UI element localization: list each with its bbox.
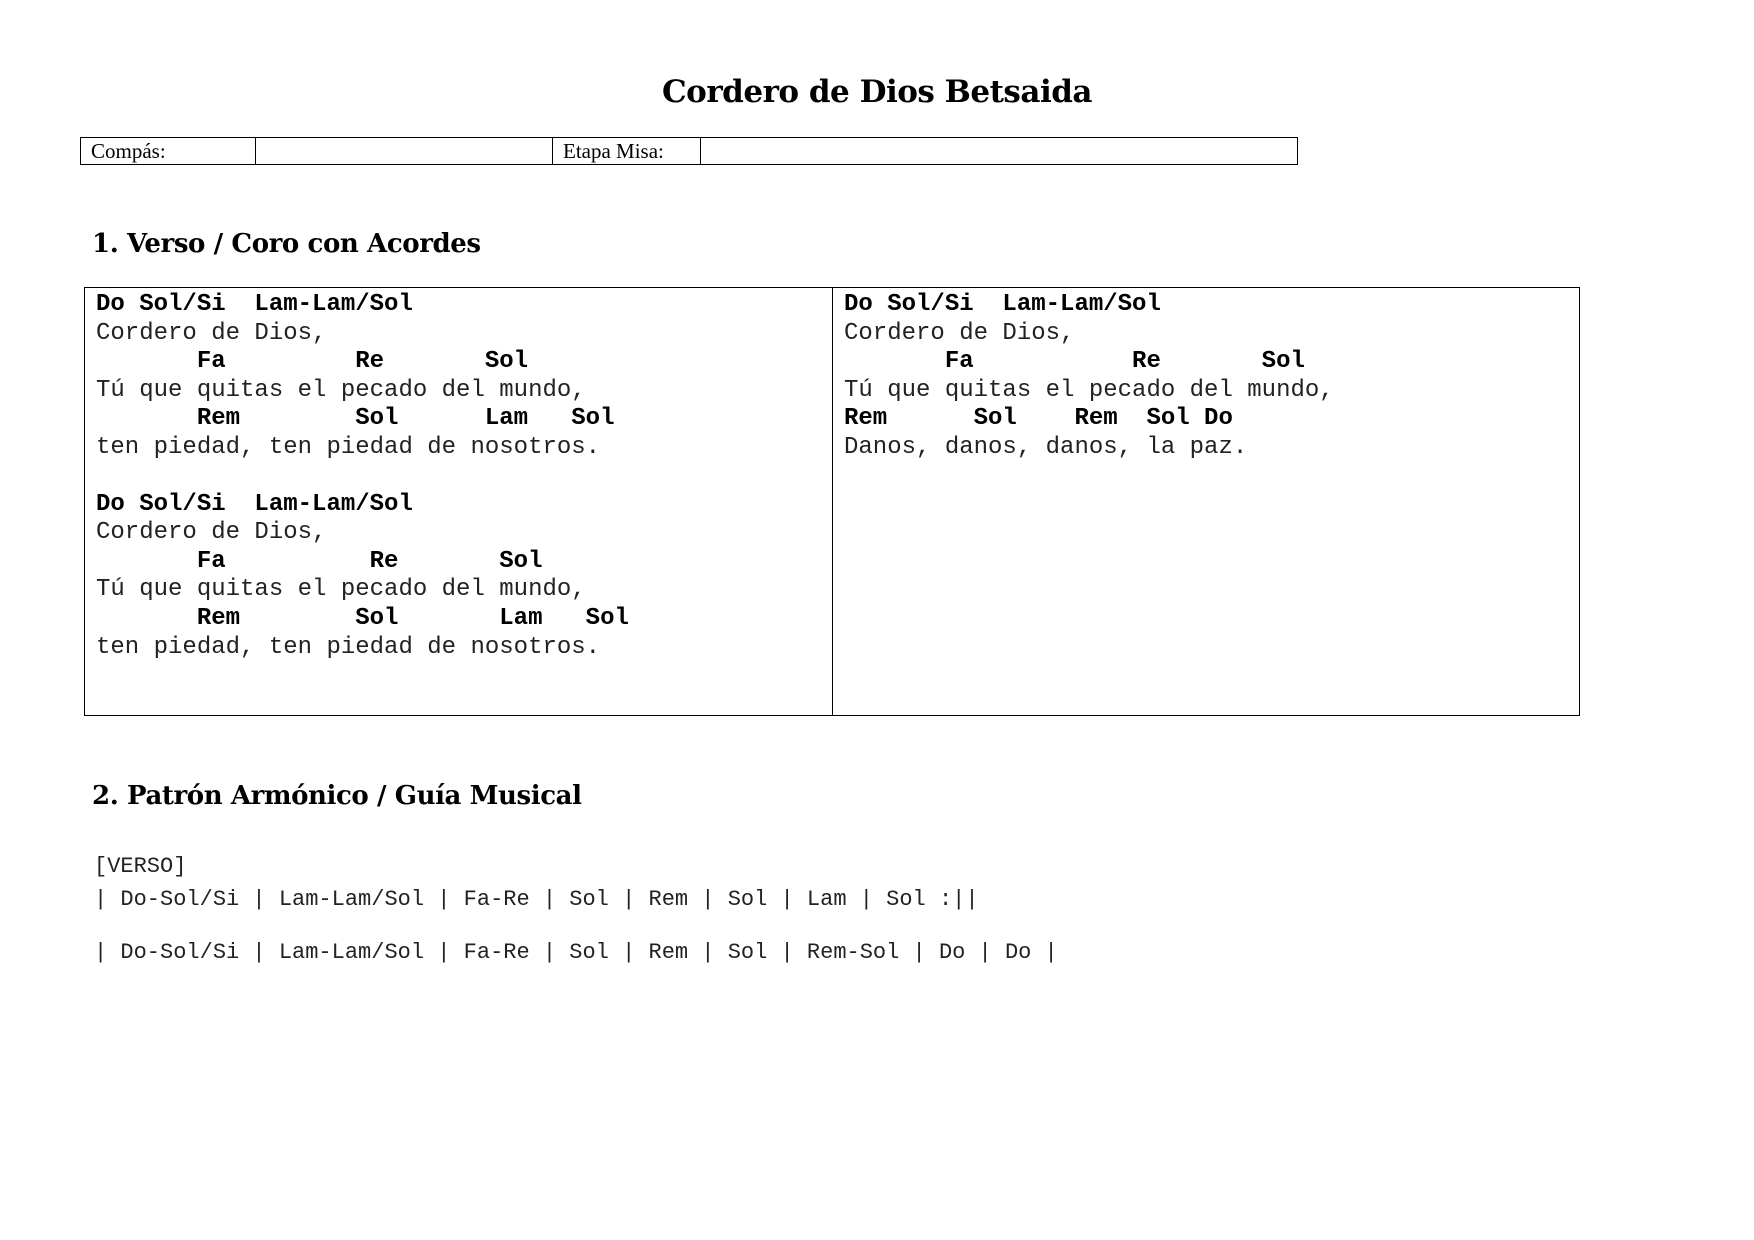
etapa-value	[701, 138, 1298, 165]
lyrics-table	[84, 287, 1580, 716]
lyric-line: Danos, danos, danos, la paz.	[844, 433, 1248, 461]
lyric-line: ten piedad, ten piedad de nosotros.	[96, 433, 601, 461]
chord-line: Rem Sol Lam Sol	[96, 405, 615, 433]
lyrics-column-left	[85, 288, 832, 715]
pattern-line: | Do-Sol/Si | Lam-Lam/Sol | Fa-Re | Sol | Rem | Sol | Rem-Sol | Do | Do |	[94, 940, 1058, 965]
chord-line: Do Sol/Si Lam-Lam/Sol	[96, 291, 413, 318]
pattern-label: [VERSO]	[94, 854, 187, 879]
stanza-gap	[96, 463, 832, 491]
section-heading-patron: 2. Patrón Armónico / Guía Musical	[92, 781, 582, 811]
lyric-line: Tú que quitas el pecado del mundo,	[96, 576, 586, 604]
lyric-line: Cordero de Dios,	[844, 319, 1075, 347]
lyric-line: Tú que quitas el pecado del mundo,	[844, 376, 1334, 404]
chord-line: Fa Re Sol	[96, 547, 543, 575]
chord-line: Rem Sol Lam Sol	[96, 604, 629, 632]
chord-line: Do Sol/Si Lam-Lam/Sol	[844, 291, 1161, 318]
section-heading-verso: 1. Verso / Coro con Acordes	[92, 229, 481, 259]
pattern-line: | Do-Sol/Si | Lam-Lam/Sol | Fa-Re | Sol | Rem | Sol | Lam | Sol :||	[94, 887, 979, 912]
lyric-line: ten piedad, ten piedad de nosotros.	[96, 633, 601, 661]
chord-line: Fa Re Sol	[844, 348, 1305, 376]
chord-line: Do Sol/Si Lam-Lam/Sol	[96, 490, 413, 518]
chord-line: Fa Re Sol	[96, 348, 529, 376]
chord-line: Rem Sol Rem Sol Do	[844, 405, 1233, 433]
meta-table	[80, 137, 1298, 165]
compas-value	[256, 138, 553, 165]
pattern-gap	[94, 916, 1058, 936]
lyric-line: Tú que quitas el pecado del mundo,	[96, 376, 586, 404]
lyric-line: Cordero de Dios,	[96, 519, 327, 547]
page-title: Cordero de Dios Betsaida	[662, 74, 1092, 110]
lyrics-column-right	[832, 288, 1579, 715]
harmonic-pattern	[94, 850, 1058, 969]
etapa-label: Etapa Misa:	[553, 138, 701, 165]
meta-row	[81, 138, 1298, 165]
lyric-line: Cordero de Dios,	[96, 319, 327, 347]
compas-label: Compás:	[81, 138, 256, 165]
